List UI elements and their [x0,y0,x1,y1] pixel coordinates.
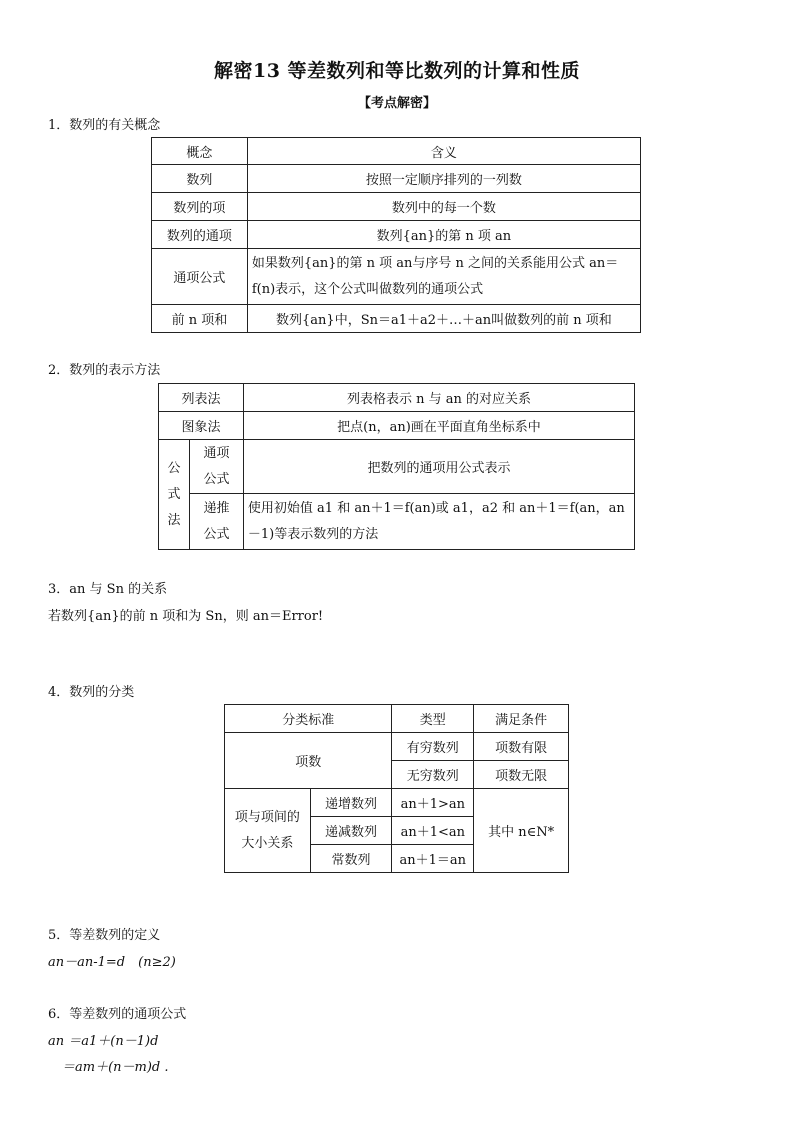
term-cell: 前 n 项和 [152,305,248,333]
term-cell: 数列的通项 [152,221,248,249]
domain-note: 其中 n∈N* [474,789,569,873]
header-type: 类型 [392,705,474,733]
page-title: 解密13 等差数列和等比数列的计算和性质 [213,60,581,82]
term-cell: 数列 [152,165,248,193]
recursive-formula-label: 递推公式 [189,494,243,550]
an-sn-relation: 若数列{an}的前 n 项和为 Sn，则 an＝Error! [48,609,324,624]
finite-type: 有穷数列 [392,733,474,761]
meaning-cell: 数列{an}的第 n 项 an [247,221,640,249]
header-meaning: 含义 [247,138,640,165]
table-row [152,165,641,193]
graph-method-label: 图象法 [159,412,244,440]
list-method-label: 列表法 [159,384,244,412]
recursive-formula-text: 使用初始值 a1 和 an＋1＝f(an)或 a1，a2 和 an＋1＝f(an，an－1)等表示数列的方法 [243,494,634,550]
section4-heading: 4．数列的分类 [48,685,135,700]
meaning-cell: 如果数列{an}的第 n 项 an与序号 n 之间的关系能用公式 an＝f(n)表示，这个公式叫做数列的通项公式 [247,249,640,305]
decreasing-condition: an＋1<an [392,817,474,845]
infinite-type: 无穷数列 [392,761,474,789]
general-term-formula-1: an ＝a1＋(n－1)d [48,1034,159,1049]
increasing-type: 递增数列 [310,789,392,817]
arithmetic-definition-formula: an－an-1=d (n≥2) [48,955,176,970]
infinite-condition: 项数无限 [474,761,569,789]
count-criterion: 项数 [225,733,392,789]
classification-table [224,704,569,873]
general-formula-text: 把数列的通项用公式表示 [243,440,634,494]
header-condition: 满足条件 [474,705,569,733]
table-row [152,249,641,305]
representation-table [158,383,635,550]
decreasing-type: 递减数列 [310,817,392,845]
increasing-condition: an＋1>an [392,789,474,817]
header-concept: 概念 [152,138,248,165]
table-row [225,789,569,817]
graph-method-text: 把点(n，an)画在平面直角坐标系中 [243,412,634,440]
general-formula-label: 通项公式 [189,440,243,494]
table-row [225,705,569,733]
relation-criterion: 项与项间的大小关系 [225,789,311,873]
meaning-cell: 按照一定顺序排列的一列数 [247,165,640,193]
meaning-cell: 数列中的每一个数 [247,193,640,221]
list-method-text: 列表格表示 n 与 an 的对应关系 [243,384,634,412]
table-row [152,221,641,249]
finite-condition: 项数有限 [474,733,569,761]
table-row [152,193,641,221]
section2-heading: 2．数列的表示方法 [48,363,161,378]
section3-heading: 3．an 与 Sn 的关系 [48,582,168,597]
table-row [159,384,635,412]
section6-heading: 6．等差数列的通项公式 [48,1007,187,1022]
term-cell: 通项公式 [152,249,248,305]
section5-heading: 5．等差数列的定义 [48,928,161,943]
section1-heading: 1．数列的有关概念 [48,118,161,133]
term-cell: 数列的项 [152,193,248,221]
constant-condition: an＋1＝an [392,845,474,873]
constant-type: 常数列 [310,845,392,873]
table-row [152,305,641,333]
formula-method-label: 公式法 [159,440,190,550]
header-criterion: 分类标准 [225,705,392,733]
page-subtitle: 【考点解密】 [357,96,436,111]
table-row [159,494,635,550]
table-row [225,733,569,761]
table-row [159,440,635,494]
table-row [152,138,641,165]
general-term-formula-2: ＝am＋(n－m)d . [62,1060,169,1075]
table-row [159,412,635,440]
concept-table [151,137,641,333]
meaning-cell: 数列{an}中，Sn＝a1＋a2＋…＋an叫做数列的前 n 项和 [247,305,640,333]
